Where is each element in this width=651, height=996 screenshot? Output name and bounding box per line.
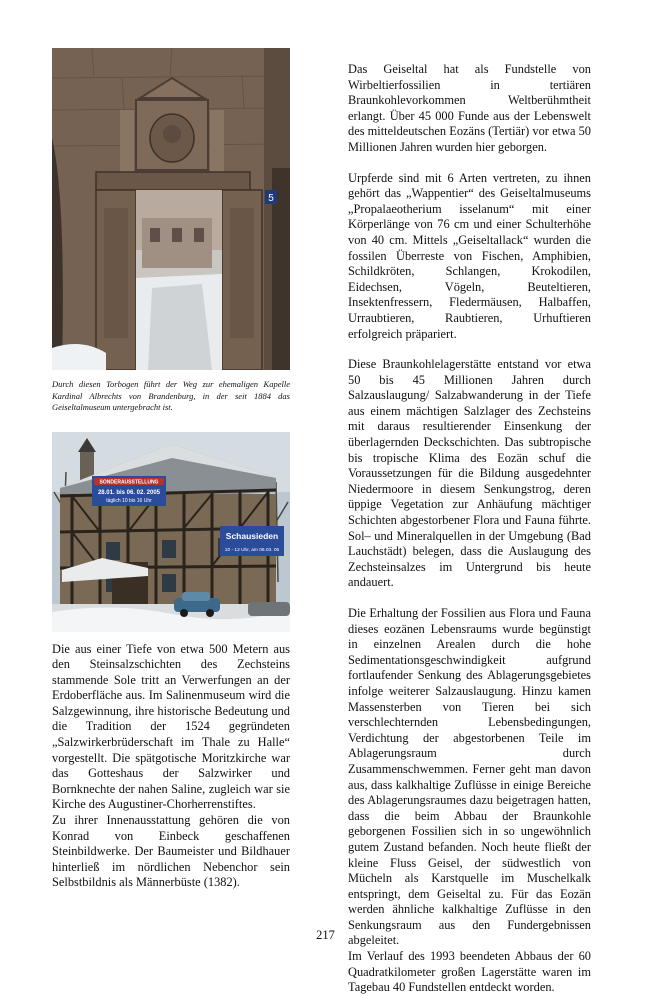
right-paragraph-5: Im Verlauf des 1993 beendeten Abbaus der 60 Quadratkilometer großen Lagerstätte waren im Tagebau 40 Fundstellen entdeckt worden.	[348, 949, 591, 995]
right-paragraph-2: Urpferde sind mit 6 Arten vertreten, zu ihnen gehört das „Wappentier“ des Geiseltalmuseums „Propalaeotherium isselanum“ mit einer Körperlänge von 76 cm und einer Schulterhöhe von 40 cm. Mittels „Geiseltallack“ wurden die fossilen Überreste von Fischen, Amphibien, Schildkröten, Schlangen, Krokodilen, Eidechsen, Vögeln, Beuteltieren, Insektenfressern, Fledermäusen, Halbaffen, Urraubtieren, Raubtieren, Urhuftieren erfolgreich präpariert.	[348, 170, 591, 341]
right-paragraph-4: Die Erhaltung der Fossilien aus Flora und Fauna dieses eozänen Lebensraums wurde begünstigt in einzelnen Arealen durch die hohe Sedimentationsgeschwindigkeit aufgrund fortlaufender Senkung des Ablagerungsgebietes infolge weiterer Salzauslaugung. Hinzu kamen Massensterben von Tieren bei sich verschlechternden Lebensbedingungen, Verdichtung der abgestorbenen Teile im Ablagerungsraum durch Zusammenschwemmen. Ferner geht man davon aus, dass kalkhaltige Zuflüsse in einige Bereiche des Ablagerungsraumes dazu beigetragen hatten, dass die beim Abbau der Braunkohle geborgenen Fossilien sich in so ungewöhnlich gutem Zustand befanden. Noch heute fließt der kleine Fluss Geisel, der südwestlich von Mücheln als Karstquelle im Muschelkalk entspringt, dem Geiseltal zu. Für das Eozän werden ähnliche kalkhaltige Zuflüsse in den Senkungsraum aus den Fundergebnissen abgeleitet.	[348, 606, 591, 948]
banner-title: SONDERAUSSTELLUNG	[99, 479, 159, 485]
left-paragraph-1: Die aus einer Tiefe von etwa 500 Metern aus den Steinsalzschichten des Zechsteins stammende Sole tritt an Verwerfungen an der Erdoberfläche aus. Im Salinenmuseum wird die Salzgewinnung, ihre historische Bedeutung und die Tradition der 1524 gegründeten „Salzwirkerbrüderschaft im Thale zu Halle“ vorgestellt. Die spätgotische Moritzkirche war das Gotteshaus der Salzwirker und Bornknechte der nahen Saline, zugleich war sie Kirche des Augustiner-Chorherrenstiftes.	[52, 641, 290, 812]
right-column	[348, 62, 591, 996]
gateway-photo	[52, 48, 290, 370]
left-text-block	[52, 642, 290, 892]
building-illustration	[52, 432, 290, 632]
museum-building-photo	[52, 432, 290, 632]
left-paragraph-2: Zu ihrer Innenausstattung gehören die von Konrad von Einbeck geschaffenen Steinbildwerke. Der Baumeister und Bildhauer hinterließ im nördlichen Nebenchor sein Selbstbildnis als Männerbüste (1382).	[52, 813, 290, 890]
sign-title: Schausieden	[225, 530, 279, 541]
sign-subtitle: 10 - 12 Uhr, am 06.03. 05	[224, 547, 280, 553]
banner-dates: 28.01. bis 06. 02. 2005	[97, 489, 161, 496]
banner-hours: täglich 10 bis 16 Uhr	[106, 497, 152, 504]
page-number: 217	[316, 928, 335, 942]
gateway-caption: Durch diesen Torbogen führt der Weg zur ehemaligen Kapelle Kardinal Albrechts von Brandenburg, in der seit 1884 das Geiseltalmuseum untergebracht ist.	[52, 379, 290, 412]
left-column	[52, 48, 290, 891]
right-paragraph-1: Das Geiseltal hat als Fundstelle von Wirbeltierfossilien in tertiären Braunkohlevorkommen Weltberühmtheit erlangt. Über 45 000 Funde aus der Lebenswelt des mitteldeutschen Eozäns (Tertiär) vor etwa 50 Millionen Jahren wurden hier geborgen.	[348, 62, 591, 154]
house-number: 5	[268, 193, 274, 204]
gateway-illustration	[52, 48, 290, 370]
right-paragraph-3: Diese Braunkohlelagerstätte entstand vor etwa 50 bis 45 Millionen Jahren durch Salzauslaugung/ Salzabwanderung in der Tiefe aus einem mächtigen Salzlager des Zechsteins mit daraus resultierender Einsenkung der überlagernden Deckschichten. Das subtropische bis tropische Klima des Eozän schuf die Voraussetzungen für die Bildung ausgedehnter Niedermoore in diesem Senkungstrog, deren üppige Vegetation zur Anhäufung mächtiger Schichten abgestorbener Flora und Fauna führte. Sol– und Mineralquellen in der Umgebung (Bad Lauchstädt) belegen, dass die Auslaugung des Zechsteinsalzes im Untergrund bis heute andauert.	[348, 357, 591, 590]
